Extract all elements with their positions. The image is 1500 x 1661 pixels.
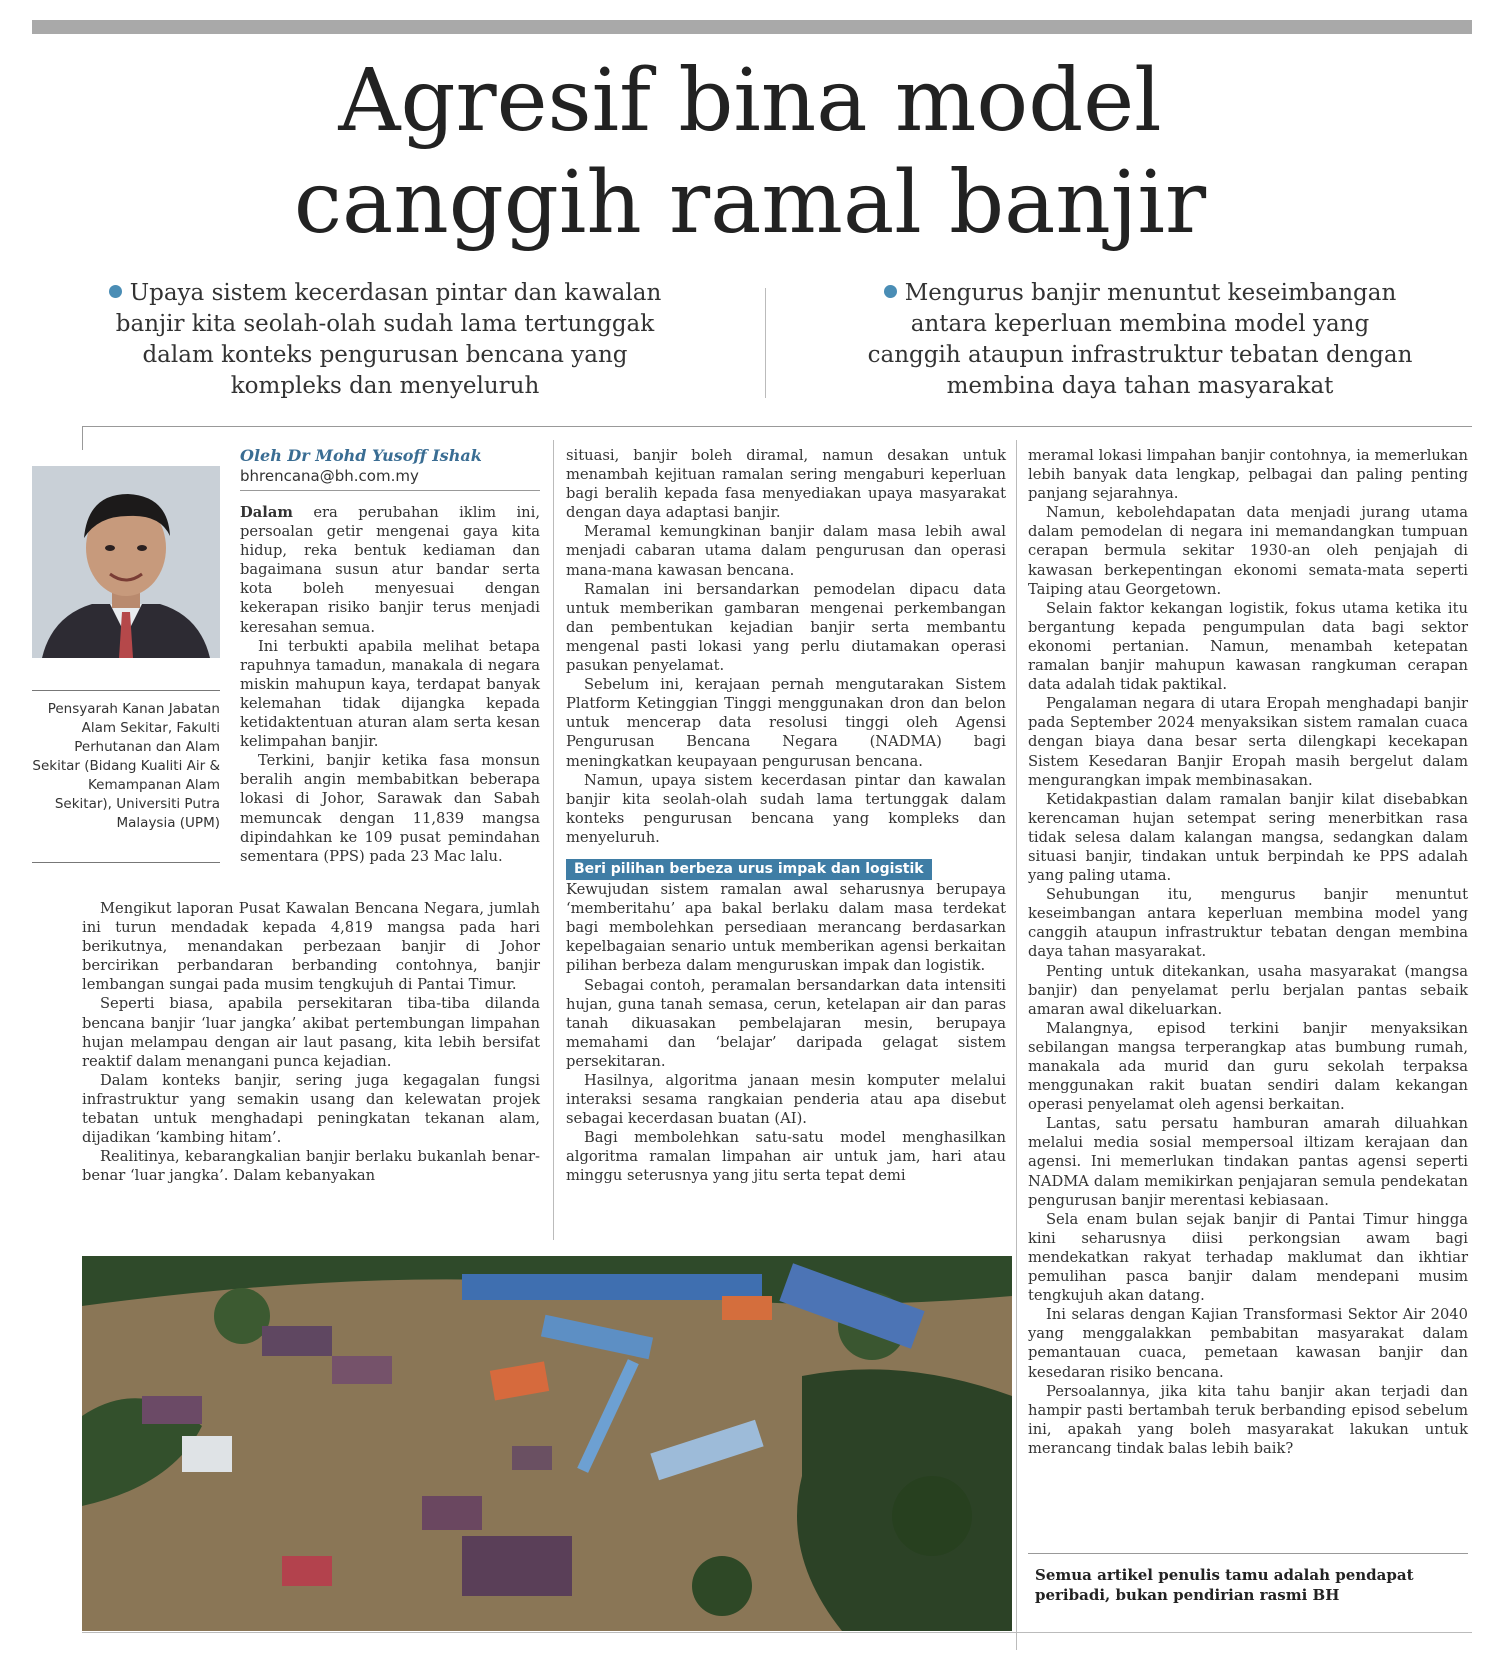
column-3 [1028, 446, 1468, 1458]
paragraph: Persoalannya, jika kita tahu banjir akan terjadi dan hampir pasti bertambah teruk berbanding episod sebelum ini, apakah yang boleh masyarakat lakukan untuk merancang tindak balas lebih baik? [1028, 1382, 1468, 1457]
deck-left-text: Upaya sistem kecerdasan pintar dan kawalan banjir kita seolah-olah sudah lama tertunggak dalam konteks pengurusan bencana yang kompleks dan menyeluruh [115, 280, 662, 399]
disclaimer: Semua artikel penulis tamu adalah pendapat peribadi, bukan pendirian rasmi BH [1035, 1566, 1414, 1604]
paragraph: Ketidakpastian dalam ramalan banjir kilat disebabkan kerencaman hujan setempat sering menerbitkan rasa tidak selesa dalam kalangan mangsa, sedangkan dalam situasi banjir, tindakan untuk berpindah ke PPS adalah yang paling utama. [1028, 790, 1468, 885]
paragraph: Mengikut laporan Pusat Kawalan Bencana Negara, jumlah ini turun mendadak kepada 4,819 mangsa pada hari berikutnya, menandakan perbezaan banjir di Johor bercirikan perbandaran berbanding contohnya, banjir lembangan sungai pada musim tengkujuh di Pantai Timur. [82, 900, 540, 994]
paragraph: Ini terbukti apabila melihat betapa rapuhnya tamadun, manakala di negara miskin mahupun kaya, terdapat banyak kelemahan tidak dijangka kepada ketidaktentuan aturan alam serta kesan kelimpahan banjir. [240, 637, 540, 751]
column-divider [1016, 440, 1017, 1650]
paragraph: Bagi membolehkan satu-satu model menghasilkan algoritma ramalan limpahan air untuk jam, hari atau minggu seterusnya yang jitu serta tepat demi [566, 1129, 1006, 1185]
paragraph: Selain faktor kekangan logistik, fokus utama ketika itu bergantung kepada pengumpulan data bagi sektor ekonomi pertanian. Namun, menambah ketepatan ramalan banjir mahupun kawasan rangkuman cerapan data adalah tidak paktikal. [1028, 599, 1468, 694]
author-photo [32, 466, 220, 658]
paragraph: Lantas, satu persatu hamburan amarah diluahkan melalui media sosial mempersoal iltizam kerajaan dan agensi. Ini memerlukan tindakan pantas agensi seperti NADMA dalam memikirkan penjajaran semula pendekatan pengurusan banjir merentasi kebiasaan. [1028, 1115, 1468, 1209]
paragraph: meramal lokasi limpahan banjir contohnya, ia memerlukan lebih banyak data lengkap, pelbagai dan paling penting panjang sejarahnya. [1028, 447, 1468, 503]
paragraph: Kewujudan sistem ramalan awal seharusnya berupaya ‘memberitahu’ apa bakal berlaku dalam masa terdekat bagi membolehkan persediaan merancang berdasarkan kepelbagaian senario untuk memberikan agensi berkaitan pilihan berbeza dalam menguruskan impak dan logistik. [566, 881, 1006, 975]
column-1-top [240, 503, 540, 866]
paragraph: Terkini, banjir ketika fasa monsun beralih angin membabitkan beberapa lokasi di Johor, Sarawak dan Sabah memuncak dengan 11,839 mangsa dipindahkan ke 109 pusat pemindahan sementara (PPS) pada 23 Mac lalu. [240, 752, 540, 865]
paragraph: situasi, banjir boleh diramal, namun desakan untuk menambah kejituan ramalan sering mengaburi keperluan bagi beralih kepada fasa menyediakan upaya masyarakat dengan daya adaptasi banjir. [566, 447, 1006, 522]
deck-right-text: Mengurus banjir menuntut keseimbangan antara keperluan membina model yang canggih ataupun infrastruktur tebatan dengan membina daya tahan masyarakat [867, 280, 1413, 399]
paragraph: Hasilnya, algoritma janaan mesin komputer melalui interaksi sesama rangkaian penderia atau apa disebut sebagai kecerdasan buatan (AI). [566, 1072, 1006, 1128]
section-rule-tick [82, 426, 83, 450]
headline-line-2: canggih ramal banjir [293, 153, 1207, 253]
headline [0, 50, 1500, 254]
paragraph: Sebagai contoh, peramalan bersandarkan data intensiti hujan, guna tanah semasa, cerun, ketelapan air dan paras tanah dikuasakan pembelajaran mesin, berupaya memahami dan ‘belajar’ daripada gelagat sistem persekitaran. [566, 976, 1006, 1070]
column-divider [553, 440, 554, 1240]
lead-word: Dalam [240, 504, 293, 521]
paragraph: Seperti biasa, apabila persekitaran tiba-tiba dilanda bencana banjir ‘luar jangka’ akibat pertembungan limpahan hujan melampau dengan air laut pasang, kita lebih bersifat reaktif dalam menangani punca kejadian. [82, 995, 540, 1070]
caption-rule-top [32, 690, 220, 691]
byline-name: Oleh Dr Mohd Yusoff Ishak [240, 446, 482, 465]
paragraph: Sehubungan itu, mengurus banjir menuntut keseimbangan antara keperluan membina model yang canggih ataupun infrastruktur tebatan dengan membina daya tahan masyarakat. [1028, 886, 1468, 961]
disclaimer-rule [1028, 1553, 1468, 1554]
headline-line-1: Agresif bina model [338, 51, 1162, 151]
bottom-rule [82, 1632, 1472, 1633]
paragraph: Namun, upaya sistem kecerdasan pintar dan kawalan banjir kita seolah-olah sudah lama tertunggak dalam konteks pengurusan bencana yang kompleks dan menyeluruh. [566, 771, 1006, 846]
bullet-dot-icon [109, 285, 122, 298]
deck-left [105, 278, 665, 402]
paragraph: Dalam konteks banjir, sering juga kegagalan fungsi infrastruktur yang semakin usang dan kelewatan projek tebatan untuk menghadapi peningkatan tekanan alam, dijadikan ‘kambing hitam’. [82, 1071, 540, 1147]
subheading: Beri pilihan berbeza urus impak dan logistik [566, 859, 932, 880]
column-1-bottom [82, 899, 540, 1185]
flood-scene-illustration [82, 1256, 1012, 1631]
paragraph: Ini selaras dengan Kajian Transformasi Sektor Air 2040 yang menggalakkan pembabitan masyarakat dalam pemantauan cuaca, pemetaan kawasan banjir dan kesedaran risiko bencana. [1028, 1306, 1468, 1381]
paragraph: Malangnya, episod terkini banjir menyaksikan sebilangan mangsa terperangkap atas bumbung rumah, manakala ada murid dan guru sekolah terpaksa menggunakan rakit buatan sendiri dalam kekangan operasi penyelamat oleh agensi berkaitan. [1028, 1019, 1468, 1114]
deck-divider [765, 288, 766, 398]
paragraph: Sebelum ini, kerajaan pernah mengutarakan Sistem Platform Ketinggian Tinggi menggunakan dron dan belon untuk mencerap data resolusi tinggi oleh Agensi Pengurusan Bencana Negara (NADMA) bagi meningkatkan keupayaan pengurusan bencana. [566, 676, 1006, 770]
paragraph: Pengalaman negara di utara Eropah menghadapi banjir pada September 2024 menyaksikan sistem ramalan cuaca dengan biaya dana besar serta dilengkapi kecekapan Sistem Kesedaran Banjir Eropah masih bergelut dalam mengurangkan impak membinasakan. [1028, 695, 1468, 789]
paragraph [240, 503, 540, 637]
paragraph: Ramalan ini bersandarkan pemodelan dipacu data untuk memberikan gambaran mengenai perkembangan dan pembentukan kejadian banjir serta membantu mengenal pasti lokasi yang perlu diutamakan operasi pasukan penyelamat. [566, 580, 1006, 675]
column-2 [566, 446, 1006, 1186]
paragraph-text: era perubahan iklim ini, persoalan getir mengenai gaya kita hidup, reka bentuk kediaman dan bagaimana susun atur bandar serta kota boleh menyesuai dengan kekerapan risiko banjir terus menjadi keresahan semua. [240, 504, 540, 636]
flood-aerial-photo [82, 1256, 1012, 1631]
top-rule-bar [32, 20, 1472, 34]
paragraph: Namun, kebolehdapatan data menjadi jurang utama dalam pemodelan di negara ini memandangkan tumpuan cerapan bermula sekitar 1930-an oleh penjajah di kawasan berkepentingan ekonomi semata-mata seperti Taiping atau Georgetown. [1028, 504, 1468, 598]
paragraph: Sela enam bulan sejak banjir di Pantai Timur hingga kini seharusnya diisi perkongsian awam bagi mendekatkan rakyat terhadap maklumat dan ikhtiar pemulihan pasca banjir dalam mendepani musim tengkujuh akan datang. [1028, 1210, 1468, 1305]
paragraph: Meramal kemungkinan banjir dalam masa lebih awal menjadi cabaran utama dalam pengurusan dan operasi mana-mana kawasan bencana. [566, 523, 1006, 579]
byline-email: bhrencana@bh.com.my [240, 466, 540, 491]
caption-rule-bottom [32, 862, 220, 863]
author-caption: Pensyarah Kanan Jabatan Alam Sekitar, Fakulti Perhutanan dan Alam Sekitar (Bidang Kualiti Air & Kemampanan Alam Sekitar), Universiti Putra Malaysia (UPM) [32, 701, 220, 831]
paragraph: Realitinya, kebarangkalian banjir berlaku bukanlah benar-benar ‘luar jangka’. Dalam kebanyakan [82, 1148, 540, 1185]
byline-block [240, 446, 540, 491]
paragraph: Penting untuk ditekankan, usaha masyarakat (mangsa banjir) dan penyelamat perlu berjalan pantas sebaik amaran awal dikeluarkan. [1028, 962, 1468, 1018]
bullet-dot-icon [884, 285, 897, 298]
section-rule [82, 426, 1472, 427]
deck-right [865, 278, 1415, 402]
author-portrait-illustration [32, 466, 220, 658]
